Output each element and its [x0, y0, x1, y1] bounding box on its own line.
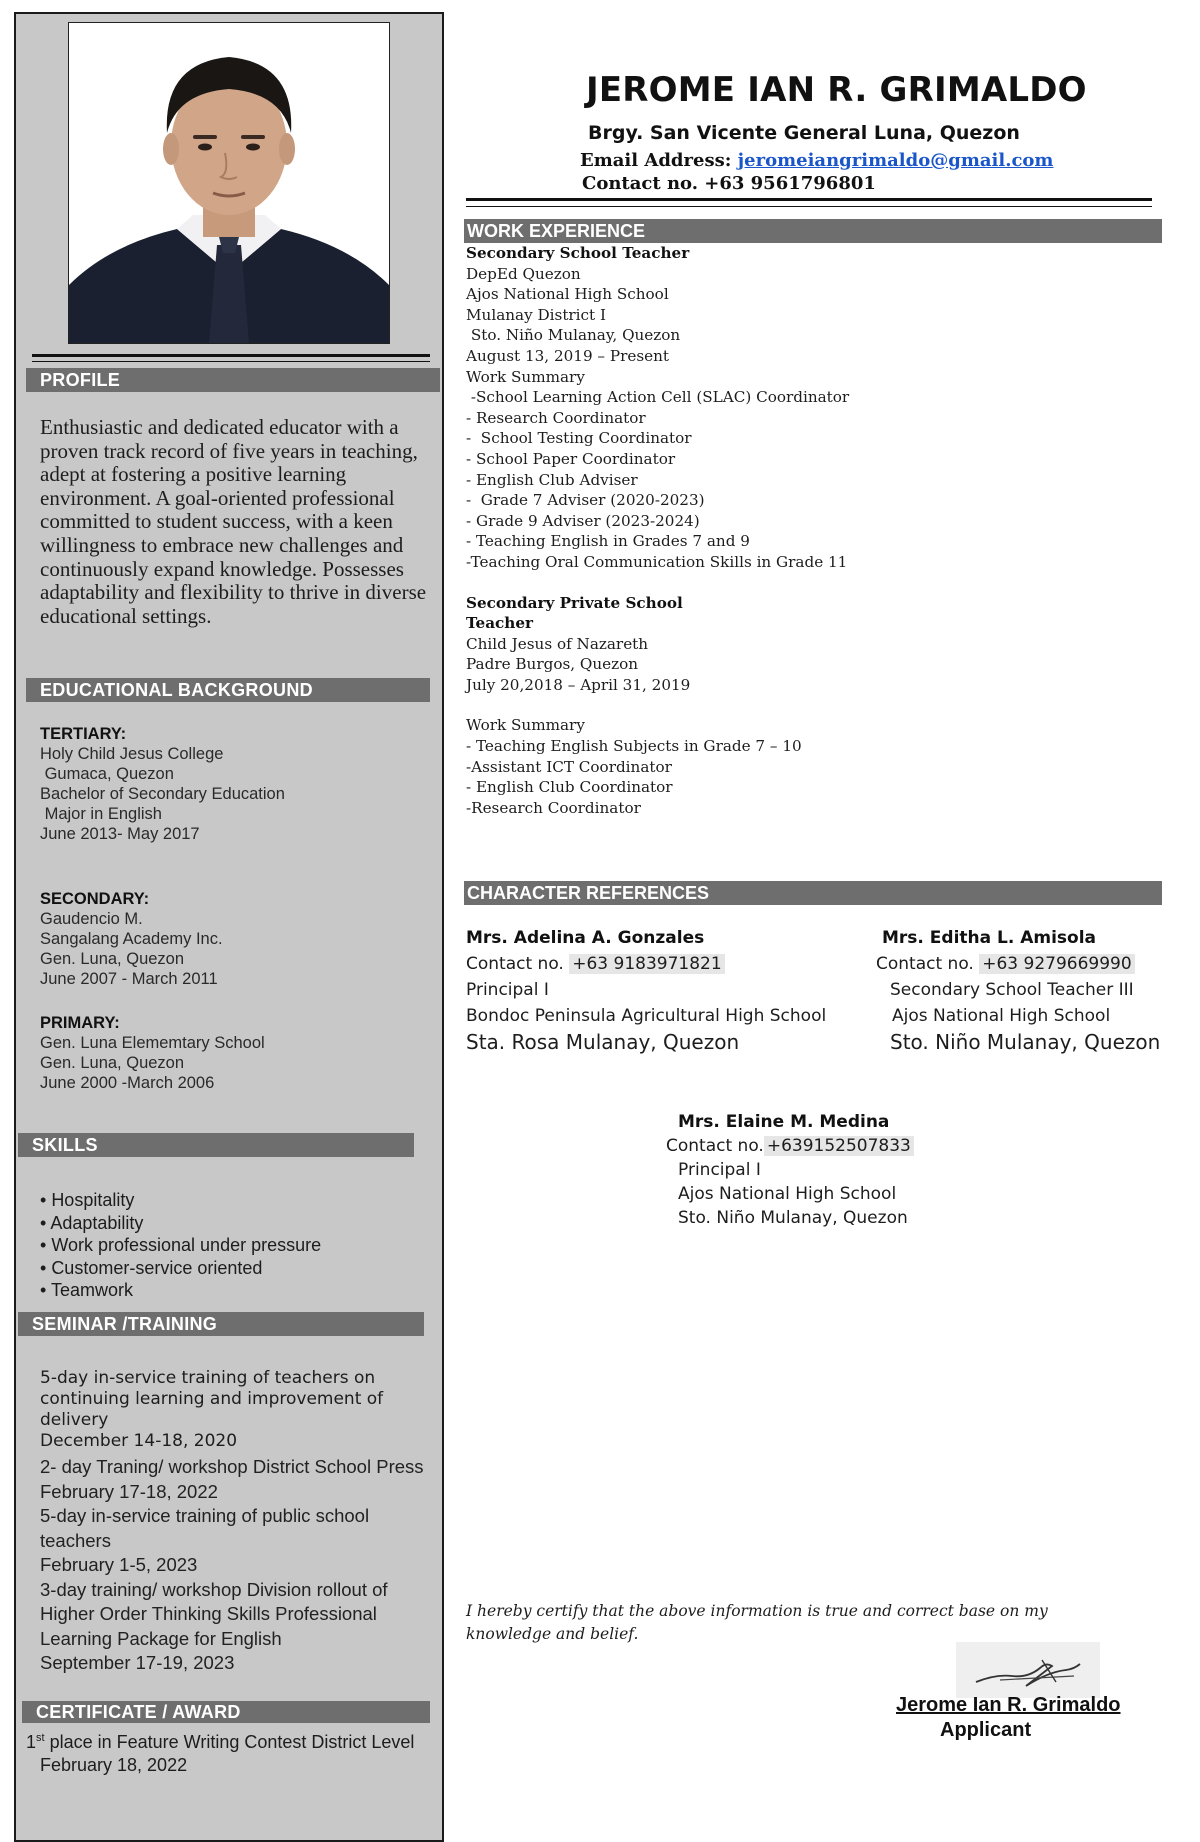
job-title: Teacher — [466, 614, 534, 633]
divider — [466, 206, 1152, 207]
seminar-list — [40, 1368, 430, 1676]
reference-contact: Contact no. +63 9183971821 — [466, 951, 886, 977]
job-line: - School Testing Coordinator — [466, 429, 692, 448]
reference-position: Principal I — [466, 980, 549, 1000]
edu-line: Holy Child Jesus College — [40, 745, 224, 763]
list-item: • Teamwork — [40, 1279, 430, 1302]
certification-statement: I hereby certify that the above information is true and correct base on my knowledge and belief. — [466, 1602, 1048, 1643]
job-entry — [466, 243, 966, 818]
seminar-title: 5-day in-service training of teachers on continuing learning and improvement of delivery — [40, 1368, 384, 1430]
reference-contact: Contact no. +63 9279669990 — [876, 951, 1186, 977]
job-line: Sto. Niño Mulanay, Quezon — [466, 326, 681, 345]
education-heading: EDUCATIONAL BACKGROUND — [26, 678, 430, 702]
list-item: • Hospitality — [40, 1189, 430, 1212]
seminar-line: 2- day Traning/ workshop District School Press — [40, 1456, 424, 1477]
reference-school: Bondoc Peninsula Agricultural High School — [466, 1006, 827, 1026]
references-heading: CHARACTER REFERENCES — [464, 881, 1162, 905]
edu-line: June 2000 -March 2006 — [40, 1074, 215, 1092]
job-line: -Research Coordinator — [466, 798, 641, 817]
reference-position: Principal I — [678, 1160, 761, 1180]
edu-line: Major in English — [40, 805, 162, 823]
email-label: Email Address: — [580, 150, 732, 171]
reference-card — [466, 925, 886, 1055]
reference-name: Mrs. Editha L. Amisola — [882, 928, 1097, 948]
profile-photo — [68, 22, 390, 344]
primary-label: PRIMARY: — [40, 1014, 120, 1032]
job-line: - Research Coordinator — [466, 408, 646, 427]
edu-line: Gaudencio M. — [40, 910, 143, 928]
reference-location: Sto. Niño Mulanay, Quezon — [890, 1030, 1161, 1054]
job-line: DepEd Quezon — [466, 264, 581, 283]
reference-location: Sta. Rosa Mulanay, Quezon — [466, 1030, 740, 1054]
cert-ordinal: 1 — [26, 1732, 37, 1752]
reference-location: Sto. Niño Mulanay, Quezon — [678, 1208, 908, 1228]
job-line: -Assistant ICT Coordinator — [466, 757, 672, 776]
divider — [466, 198, 1152, 201]
education-secondary — [40, 889, 430, 989]
certificate-heading: CERTIFICATE / AWARD — [22, 1701, 430, 1723]
signatory-role: Applicant — [940, 1719, 1032, 1741]
edu-line: June 2007 - March 2011 — [40, 970, 218, 988]
job-title: Secondary Private School — [466, 593, 683, 612]
job-line: - Grade 7 Adviser (2020-2023) — [466, 491, 705, 510]
reference-contact: Contact no. +639152507833 — [666, 1134, 966, 1158]
seminar-line: February 1-5, 2023 — [40, 1554, 198, 1575]
edu-line: Gumaca, Quezon — [40, 765, 174, 783]
job-line: Work Summary — [466, 716, 585, 735]
reference-name: Mrs. Adelina A. Gonzales — [466, 928, 705, 948]
job-line: - Teaching English Subjects in Grade 7 – 10 — [466, 737, 802, 756]
reference-school: Ajos National High School — [678, 1184, 897, 1204]
divider — [32, 361, 430, 362]
email-line — [580, 150, 1053, 171]
edu-line: Sangalang Academy Inc. — [40, 930, 223, 948]
job-line: Ajos National High School — [466, 285, 669, 304]
job-title: Secondary School Teacher — [466, 244, 690, 262]
work-heading: WORK EXPERIENCE — [464, 219, 1162, 243]
job-line: August 13, 2019 – Present — [466, 346, 669, 365]
job-line: Padre Burgos, Quezon — [466, 655, 639, 674]
seminar-date: December 14-18, 2020 — [40, 1431, 238, 1451]
reference-card — [666, 1110, 966, 1230]
job-line: Child Jesus of Nazareth — [466, 634, 649, 653]
reference-school: Ajos National High School — [892, 1006, 1111, 1026]
reference-name: Mrs. Elaine M. Medina — [678, 1112, 890, 1132]
cert-text: place in Feature Writing Contest District Level — [44, 1732, 415, 1752]
job-line: July 20,2018 – April 31, 2019 — [466, 675, 691, 694]
job-line: -Teaching Oral Communication Skills in Grade 11 — [466, 552, 848, 571]
job-line: - English Club Coordinator — [466, 778, 673, 797]
education-tertiary — [40, 724, 430, 844]
education-primary — [40, 1013, 430, 1093]
profile-heading: PROFILE — [26, 368, 440, 392]
job-line: Mulanay District I — [466, 305, 606, 324]
reference-card — [876, 925, 1186, 1055]
list-item: • Customer-service oriented — [40, 1257, 430, 1280]
list-item: • Work professional under pressure — [40, 1234, 430, 1257]
reference-position: Secondary School Teacher III — [890, 980, 1134, 1000]
seminar-line: February 17-18, 2022 — [40, 1480, 218, 1502]
job-line: -School Learning Action Cell (SLAC) Coordinator — [466, 388, 850, 407]
certificate-entry — [26, 1727, 426, 1776]
seminar-line: September 17-19, 2023 — [40, 1652, 235, 1673]
seminar-line: 3-day training/ workshop Division rollout of Higher Order Thinking Skills Professional Learning Package for English — [40, 1578, 388, 1649]
seminar-line: 5-day in-service training of public school teachers — [40, 1505, 370, 1551]
skills-heading: SKILLS — [18, 1133, 414, 1157]
skills-list — [40, 1189, 430, 1302]
edu-line: Bachelor of Secondary Education — [40, 785, 285, 803]
job-line: - Grade 9 Adviser (2023-2024) — [466, 511, 700, 530]
sidebar — [14, 12, 444, 1842]
edu-line: Gen. Luna, Quezon — [40, 1054, 185, 1072]
edu-line: Gen. Luna Elememtary School — [40, 1034, 265, 1052]
signature-image — [956, 1642, 1100, 1698]
job-line: - Teaching English in Grades 7 and 9 — [466, 532, 750, 551]
seminar-heading: SEMINAR /TRAINING — [18, 1312, 424, 1336]
applicant-name: JEROME IAN R. GRIMALDO — [586, 70, 1087, 110]
divider — [32, 354, 430, 357]
cert-ordinal-suffix: st — [36, 1732, 45, 1744]
secondary-label: SECONDARY: — [40, 890, 150, 908]
tertiary-label: TERTIARY: — [40, 725, 127, 743]
address: Brgy. San Vicente General Luna, Quezon — [588, 122, 1020, 144]
edu-line: Gen. Luna, Quezon — [40, 950, 185, 968]
job-line: Work Summary — [466, 367, 585, 386]
profile-text: Enthusiastic and dedicated educator with a proven track record of five years in teaching, adept at fostering a positive learning environment. A goal-oriented professional committed to student success, with a keen willingness to embrace new challenges and continuously expand knowledge. Possesses adaptability and flexibility to thrive in diverse educational settings. — [40, 415, 427, 628]
job-line: - School Paper Coordinator — [466, 449, 676, 468]
job-line: - English Club Adviser — [466, 470, 638, 489]
signatory-name: Jerome Ian R. Grimaldo — [896, 1694, 1121, 1716]
contact-number: Contact no. +63 9561796801 — [582, 173, 876, 194]
edu-line: June 2013- May 2017 — [40, 825, 200, 843]
cert-date: February 18, 2022 — [40, 1755, 188, 1775]
email-link[interactable]: jeromeiangrimaldo@gmail.com — [737, 150, 1054, 171]
list-item: • Adaptability — [40, 1212, 430, 1235]
